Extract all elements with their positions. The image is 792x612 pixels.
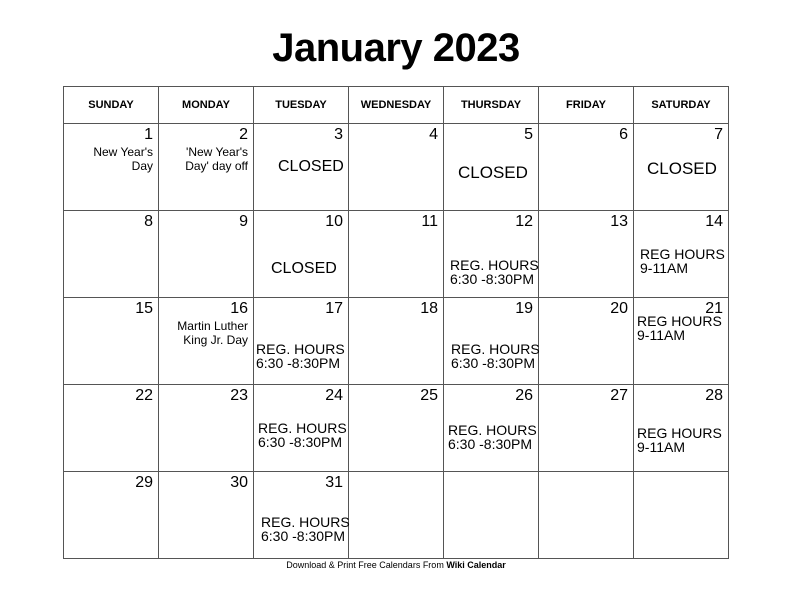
day-cell bbox=[254, 298, 349, 384]
day-cell bbox=[634, 385, 728, 471]
weekday-tuesday: TUESDAY bbox=[254, 87, 349, 123]
day-cell bbox=[349, 211, 444, 297]
closed-note: CLOSED bbox=[647, 159, 717, 178]
day-number: 17 bbox=[325, 300, 343, 317]
day-number: 9 bbox=[239, 213, 248, 230]
day-number: 23 bbox=[230, 387, 248, 404]
day-number: 21 bbox=[705, 300, 723, 317]
weekday-wednesday: WEDNESDAY bbox=[349, 87, 444, 123]
holiday-label: New Year's Day bbox=[93, 145, 153, 173]
day-number: 22 bbox=[135, 387, 153, 404]
day-number: 4 bbox=[429, 126, 438, 143]
day-number: 2 bbox=[239, 126, 248, 143]
hours-note: REG HOURS 9-11AM bbox=[640, 246, 725, 276]
day-number: 24 bbox=[325, 387, 343, 404]
hours-note: REG. HOURS 6:30 -8:30PM bbox=[258, 420, 347, 450]
hours-note: REG. HOURS 6:30 -8:30PM bbox=[256, 341, 345, 371]
day-number: 26 bbox=[515, 387, 533, 404]
weekday-saturday: SATURDAY bbox=[651, 99, 711, 111]
day-number: 13 bbox=[610, 213, 628, 230]
day-cell bbox=[634, 298, 728, 384]
hours-note: REG. HOURS 6:30 -8:30PM bbox=[451, 341, 540, 371]
hours-note: REG HOURS 9-11AM bbox=[637, 425, 722, 455]
day-number: 27 bbox=[610, 387, 628, 404]
day-number: 6 bbox=[619, 126, 628, 143]
day-number: 20 bbox=[610, 300, 628, 317]
day-cell bbox=[634, 211, 728, 297]
day-cell bbox=[159, 124, 254, 210]
day-cell bbox=[159, 472, 254, 559]
empty-day-cell bbox=[444, 472, 539, 559]
day-cell bbox=[634, 124, 728, 210]
day-cell bbox=[254, 124, 349, 210]
day-cell bbox=[254, 472, 349, 559]
hours-note: REG. HOURS 6:30 -8:30PM bbox=[450, 257, 539, 287]
day-cell bbox=[64, 124, 159, 210]
day-cell bbox=[254, 385, 349, 471]
day-cell bbox=[539, 385, 634, 471]
day-number: 16 bbox=[230, 300, 248, 317]
closed-note: CLOSED bbox=[278, 158, 344, 175]
empty-day-cell bbox=[634, 472, 728, 559]
day-cell bbox=[444, 124, 539, 210]
week-row bbox=[64, 124, 728, 211]
day-number: 28 bbox=[705, 387, 723, 404]
day-cell bbox=[349, 385, 444, 471]
calendar-grid bbox=[63, 86, 729, 559]
day-number: 30 bbox=[230, 474, 248, 491]
day-cell bbox=[349, 298, 444, 384]
day-cell bbox=[254, 211, 349, 297]
day-number: 11 bbox=[421, 213, 438, 230]
day-cell bbox=[159, 385, 254, 471]
day-cell bbox=[64, 211, 159, 297]
day-number: 15 bbox=[135, 300, 153, 317]
day-cell bbox=[159, 211, 254, 297]
hours-note: REG. HOURS 6:30 -8:30PM bbox=[448, 422, 537, 452]
week-row bbox=[64, 472, 728, 559]
week-row bbox=[64, 211, 728, 298]
day-number: 3 bbox=[334, 126, 343, 143]
holiday-label: 'New Year's Day' day off bbox=[185, 145, 248, 173]
day-number: 25 bbox=[420, 387, 438, 404]
day-cell bbox=[159, 298, 254, 384]
day-number: 8 bbox=[144, 213, 153, 230]
day-number: 7 bbox=[714, 126, 723, 143]
hours-note: REG. HOURS 6:30 -8:30PM bbox=[261, 514, 350, 544]
day-cell bbox=[64, 472, 159, 559]
day-number: 29 bbox=[135, 474, 153, 491]
footer-text: Download & Print Free Calendars From bbox=[286, 560, 447, 570]
day-cell bbox=[444, 298, 539, 384]
hours-note: REG HOURS 9-11AM bbox=[637, 313, 722, 343]
weekday-friday: FRIDAY bbox=[539, 87, 634, 123]
day-cell bbox=[64, 298, 159, 384]
week-row bbox=[64, 298, 728, 385]
day-cell bbox=[444, 211, 539, 297]
day-cell bbox=[64, 385, 159, 471]
day-number: 14 bbox=[705, 213, 723, 230]
empty-day-cell bbox=[349, 472, 444, 559]
day-number: 12 bbox=[515, 213, 533, 230]
day-number: 18 bbox=[420, 300, 438, 317]
day-cell bbox=[444, 385, 539, 471]
footer-brand-link[interactable]: Wiki Calendar bbox=[446, 560, 506, 570]
day-number: 31 bbox=[325, 474, 343, 491]
day-number: 19 bbox=[515, 300, 533, 317]
holiday-label: Martin Luther King Jr. Day bbox=[177, 319, 248, 347]
empty-day-cell bbox=[539, 472, 634, 559]
day-number: 1 bbox=[144, 126, 153, 143]
day-cell bbox=[349, 124, 444, 210]
weekday-sunday: SUNDAY bbox=[64, 87, 159, 123]
closed-note: CLOSED bbox=[458, 163, 528, 182]
closed-note: CLOSED bbox=[271, 260, 337, 277]
footer-credit bbox=[0, 560, 792, 570]
day-cell bbox=[539, 298, 634, 384]
weekday-header-row bbox=[64, 87, 728, 124]
page-title: January 2023 bbox=[272, 26, 520, 70]
day-number: 5 bbox=[524, 126, 533, 143]
week-row bbox=[64, 385, 728, 472]
weekday-thursday: THURSDAY bbox=[444, 87, 539, 123]
day-cell bbox=[539, 124, 634, 210]
weekday-monday: MONDAY bbox=[159, 87, 254, 123]
day-cell bbox=[539, 211, 634, 297]
day-number: 10 bbox=[325, 213, 343, 230]
